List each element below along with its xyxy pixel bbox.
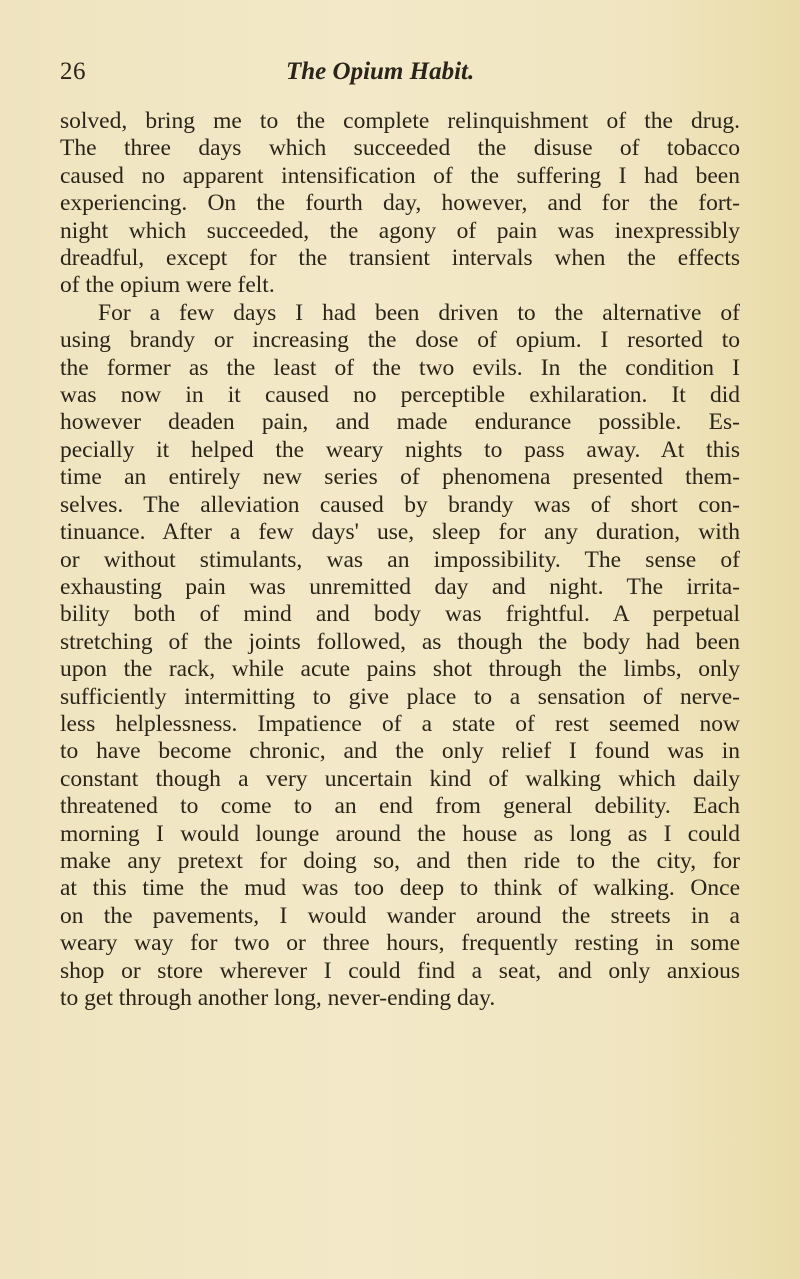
text-line: constant though a very uncertain kind of walking which daily [60, 765, 740, 792]
paragraph [60, 108, 740, 300]
text-line: or without stimulants, was an impossibility. The sense of [60, 546, 740, 573]
text-line: pecially it helped the weary nights to pass away. At this [60, 436, 740, 463]
page-header [60, 58, 750, 94]
body-text [60, 108, 740, 1012]
page-number: 26 [60, 58, 86, 85]
paragraph [60, 300, 740, 1013]
text-line: time an entirely new series of phenomena presented them- [60, 464, 740, 491]
text-line: morning I would lounge around the house as long as I could [60, 820, 740, 847]
text-line: make any pretext for doing so, and then ride to the city, for [60, 847, 740, 874]
text-line: was now in it caused no perceptible exhilaration. It did [60, 382, 740, 409]
text-line: stretching of the joints followed, as though the body had been [60, 628, 740, 655]
text-line: the former as the least of the two evils. In the condition I [60, 354, 740, 381]
text-line: solved, bring me to the complete relinquishment of the drug. [60, 108, 740, 134]
text-line: For a few days I had been driven to the alternative of [98, 299, 740, 326]
text-line: threatened to come to an end from general debility. Each [60, 793, 740, 820]
text-line: less helplessness. Impatience of a state of rest seemed now [60, 710, 740, 737]
text-line: caused no apparent intensification of the suffering I had been [60, 162, 740, 189]
text-line: tinuance. After a few days' use, sleep for any duration, with [60, 519, 740, 546]
text-line: upon the rack, while acute pains shot through the limbs, only [60, 656, 740, 683]
text-line: dreadful, except for the transient intervals when the effects [60, 245, 740, 272]
text-line: exhausting pain was unremitted day and night. The irrita- [60, 573, 740, 600]
text-line: night which succeeded, the agony of pain was inexpressibly [60, 217, 740, 244]
text-line: bility both of mind and body was frightful. A perpetual [60, 601, 740, 628]
running-title: The Opium Habit. [286, 58, 475, 85]
text-line: weary way for two or three hours, frequently resting in some [60, 930, 740, 957]
text-line: experiencing. On the fourth day, however, and for the fort- [60, 190, 740, 217]
text-line: on the pavements, I would wander around the streets in a [60, 902, 740, 929]
text-line: shop or store wherever I could find a seat, and only anxious [60, 957, 740, 984]
text-line: using brandy or increasing the dose of opium. I resorted to [60, 327, 740, 354]
text-line: to have become chronic, and the only relief I found was in [60, 738, 740, 765]
text-line: of the opium were felt. [60, 272, 275, 299]
text-line: at this time the mud was too deep to think of walking. Once [60, 875, 740, 902]
text-line: selves. The alleviation caused by brandy was of short con- [60, 491, 740, 518]
text-line: The three days which succeeded the disuse of tobacco [60, 135, 740, 162]
text-line: sufficiently intermitting to give place to a sensation of nerve- [60, 683, 740, 710]
text-line: however deaden pain, and made endurance possible. Es- [60, 409, 740, 436]
text-line: to get through another long, never-ending day. [60, 985, 496, 1011]
